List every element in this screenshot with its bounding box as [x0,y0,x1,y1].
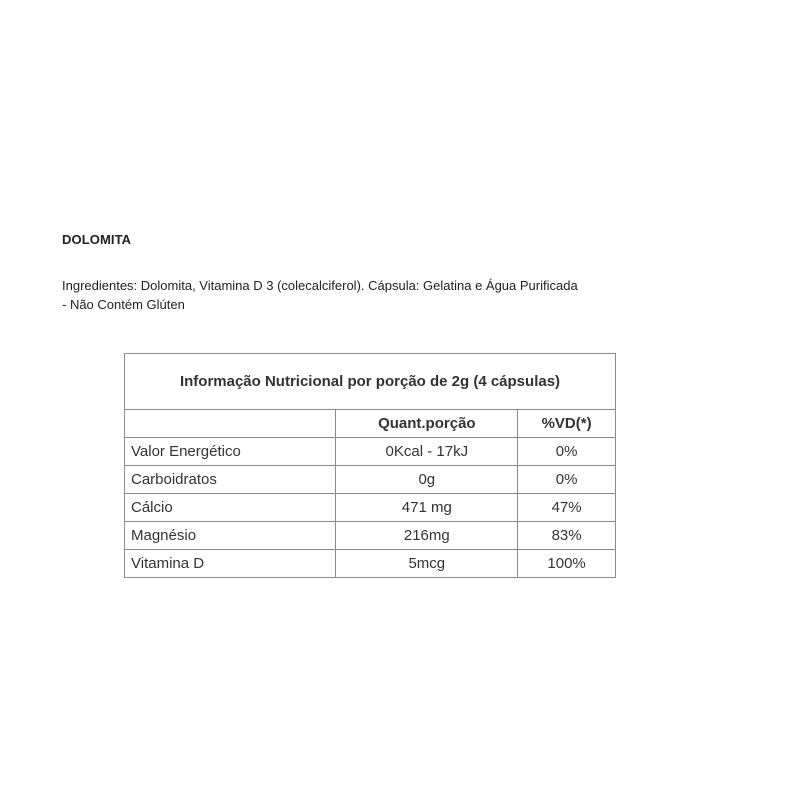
header-nutrient [125,410,336,438]
nutrient-quantity: 0g [336,466,518,494]
nutrient-quantity: 5mcg [336,550,518,578]
nutrient-daily-value: 0% [518,466,616,494]
nutrition-facts-table [124,353,616,578]
nutrient-daily-value: 47% [518,494,616,522]
table-row [125,550,616,578]
nutrient-daily-value: 100% [518,550,616,578]
table-row [125,494,616,522]
table-caption: Informação Nutricional por porção de 2g (4 cápsulas) [125,354,616,410]
table-header-row [125,410,616,438]
gluten-notice: - Não Contém Glúten [62,297,185,312]
nutrient-quantity: 471 mg [336,494,518,522]
nutrient-daily-value: 83% [518,522,616,550]
nutrient-name: Valor Energético [125,438,336,466]
nutrient-name: Cálcio [125,494,336,522]
nutrient-quantity: 216mg [336,522,518,550]
nutrient-name: Carboidratos [125,466,336,494]
ingredients-line: Ingredientes: Dolomita, Vitamina D 3 (colecalciferol). Cápsula: Gelatina e Água Purificada [62,278,578,293]
product-title: DOLOMITA [62,232,132,247]
table-row [125,522,616,550]
ingredients-text [62,276,732,314]
table-row [125,466,616,494]
nutrient-name: Vitamina D [125,550,336,578]
table-row [125,438,616,466]
nutrient-name: Magnésio [125,522,336,550]
nutrient-quantity: 0Kcal - 17kJ [336,438,518,466]
header-daily-value: %VD(*) [518,410,616,438]
nutrient-daily-value: 0% [518,438,616,466]
table-caption-row [125,354,616,410]
header-quantity: Quant.porção [336,410,518,438]
